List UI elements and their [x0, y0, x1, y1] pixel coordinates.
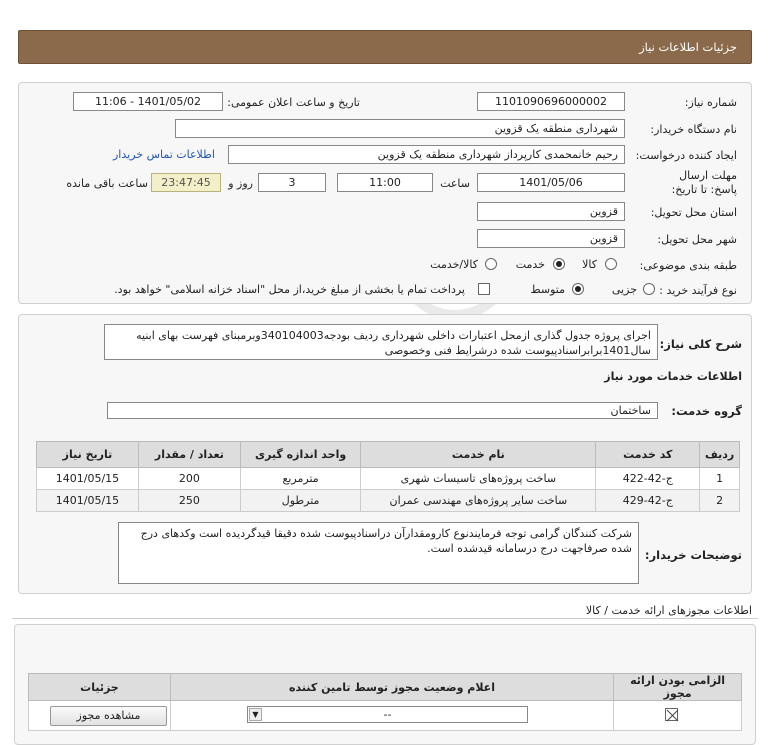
category-service-radio[interactable]	[553, 258, 565, 270]
requester-label: ایجاد کننده درخواست:	[635, 149, 737, 162]
need-number-field: 1101090696000002	[477, 92, 625, 111]
process-minor-radio[interactable]	[643, 283, 655, 295]
services-table	[36, 441, 740, 512]
col-permit-required: الزامی بودن ارائه مجوز	[614, 674, 742, 701]
service-date: 1401/05/15	[37, 468, 139, 490]
category-goods-service-radio[interactable]	[485, 258, 497, 270]
service-unit: مترمربع	[240, 468, 361, 490]
col-code: کد خدمت	[596, 442, 700, 468]
buyer-org-label: نام دستگاه خریدار:	[650, 123, 737, 136]
process-medium-radio[interactable]	[572, 283, 584, 295]
table-row	[37, 490, 740, 512]
deadline-time-field: 11:00	[337, 173, 433, 192]
permits-divider	[12, 618, 758, 619]
service-group-label: گروه خدمت:	[671, 404, 742, 418]
remaining-label: ساعت باقی مانده	[66, 177, 148, 190]
service-name: ساخت سایر پروژه‌های مهندسی عمران	[361, 490, 596, 512]
chevron-down-icon[interactable]: ▼	[249, 708, 262, 721]
services-table-header	[37, 442, 740, 468]
city-field: قزوین	[477, 229, 625, 248]
category-goods-service-label: کالا/خدمت	[430, 258, 478, 271]
city-label: شهر محل تحویل:	[657, 233, 737, 246]
category-goods-radio[interactable]	[605, 258, 617, 270]
announce-field: 1401/05/02 - 11:06	[73, 92, 223, 111]
row-number: 1	[700, 468, 740, 490]
table-row	[37, 468, 740, 490]
service-code: ج-42-429	[596, 490, 700, 512]
service-name: ساخت پروژه‌های تاسیسات شهری	[361, 468, 596, 490]
service-code: ج-42-422	[596, 468, 700, 490]
process-minor-label: جزیی	[611, 283, 637, 296]
requester-field: رحیم خانمحمدی کارپرداز شهرداری منطقه یک قزوین	[228, 145, 625, 164]
buyer-org-field: شهرداری منطقه یک قزوین	[175, 119, 625, 138]
process-medium-label: متوسط	[530, 283, 565, 296]
days-label: روز و	[228, 177, 253, 190]
deadline-date-field: 1401/05/06	[477, 173, 625, 192]
remaining-time-field: 23:47:45	[151, 173, 221, 192]
service-qty: 200	[138, 468, 240, 490]
treasury-checkbox[interactable]	[478, 283, 490, 295]
permits-section-title: اطلاعات مجوزهای ارائه خدمت / کالا	[585, 604, 752, 617]
row-number: 2	[700, 490, 740, 512]
category-goods-label: کالا	[582, 258, 597, 271]
permits-table-header	[29, 674, 742, 701]
service-date: 1401/05/15	[37, 490, 139, 512]
col-permit-details: جزئیات	[29, 674, 171, 701]
services-section-title: اطلاعات خدمات مورد نیاز	[604, 370, 742, 383]
permit-status-select[interactable]	[247, 706, 528, 723]
permit-required-checkbox	[665, 708, 678, 721]
col-qty: تعداد / مقدار	[138, 442, 240, 468]
col-name: نام خدمت	[361, 442, 596, 468]
col-unit: واحد اندازه گیری	[240, 442, 361, 468]
page-header	[18, 30, 752, 64]
province-field: قزوین	[477, 202, 625, 221]
service-group-field: ساختمان	[107, 402, 658, 419]
summary-label: شرح کلی نیاز:	[659, 337, 742, 351]
col-row: ردیف	[700, 442, 740, 468]
permit-status-value: --	[383, 708, 392, 721]
announce-label: تاریخ و ساعت اعلان عمومی:	[227, 96, 360, 109]
page-title: جزئیات اطلاعات نیاز	[639, 40, 737, 54]
days-field: 3	[258, 173, 326, 192]
process-label: نوع فرآیند خرید :	[659, 284, 737, 297]
need-number-label: شماره نیاز:	[684, 96, 737, 109]
col-date: تاریخ نیاز	[37, 442, 139, 468]
deadline-time-label: ساعت	[440, 177, 470, 190]
category-label: طبقه بندی موضوعی:	[639, 259, 737, 272]
col-permit-status: اعلام وضعیت مجوز توسط تامین کننده	[170, 674, 613, 701]
service-unit: مترطول	[240, 490, 361, 512]
summary-box: اجرای پروژه جدول گذاری ازمحل اعتبارات داخلی شهرداری ردیف بودجه340104003وبرمبنای فهرست بهای ابنیه سال1401برابراسنادپیوست شده درشرایط فنی وخصوصی	[104, 324, 658, 360]
view-permit-button[interactable]: مشاهده مجوز	[50, 706, 167, 726]
deadline-label: مهلت ارسال پاسخ: تا تاریخ:	[671, 169, 737, 196]
buyer-notes-box: شرکت کنندگان گرامی توجه فرمایندنوع کارومقدارآن دراسنادپیوست شده دقیقا قیدگردیده است وکدهای درج شده صرفاجهت درج درسامانه قیدشده است.	[118, 522, 639, 584]
category-service-label: خدمت	[515, 258, 545, 271]
province-label: استان محل تحویل:	[650, 206, 737, 219]
treasury-note: پرداخت تمام یا بخشی از مبلغ خرید،از محل "اسناد خزانه اسلامی" خواهد بود.	[114, 283, 465, 296]
service-qty: 250	[138, 490, 240, 512]
buyer-contact-link[interactable]: اطلاعات تماس خریدار	[113, 148, 215, 161]
buyer-notes-label: توضیحات خریدار:	[644, 548, 742, 562]
